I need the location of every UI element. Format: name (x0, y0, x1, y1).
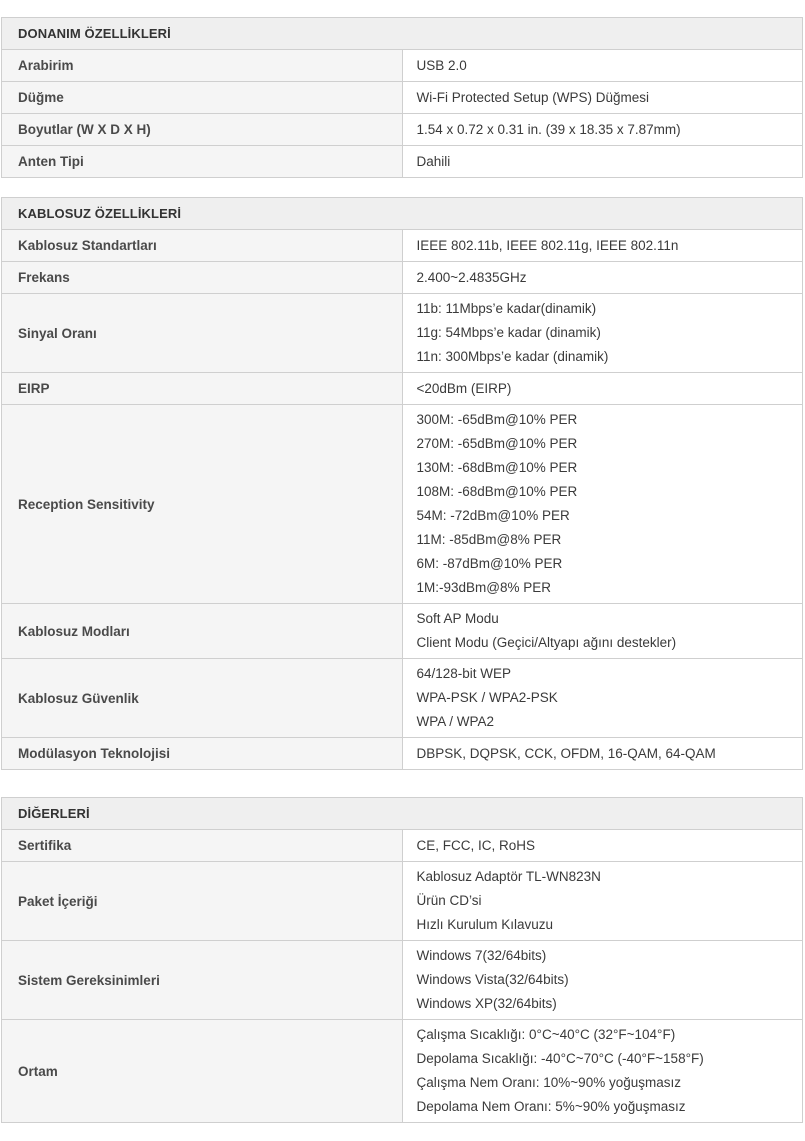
spec-value-line: 64/128-bit WEP (416, 666, 512, 681)
spec-label: Anten Tipi (2, 146, 403, 178)
table-row (2, 862, 803, 941)
spec-label: Frekans (2, 262, 403, 294)
spec-value (402, 50, 803, 82)
spec-value-line: Ürün CD’si (416, 893, 482, 908)
wireless-spec-table (1, 197, 803, 770)
spec-value (402, 405, 803, 604)
spec-value (402, 659, 803, 738)
spec-value-line: Çalışma Nem Oranı: 10%~90% yoğuşmasız (416, 1075, 681, 1090)
spec-value-line: 108M: -68dBm@10% PER (416, 484, 578, 499)
spec-value-line: WPA-PSK / WPA2-PSK (416, 690, 558, 705)
spec-value (402, 82, 803, 114)
spec-label: Kablosuz Güvenlik (2, 659, 403, 738)
spec-value-line: Depolama Sıcaklığı: -40°C~70°C (-40°F~158°F) (416, 1051, 704, 1066)
spec-value-line: Dahili (416, 153, 451, 169)
table-row (2, 830, 803, 862)
section-title-hardware: DONANIM ÖZELLİKLERİ (2, 18, 803, 50)
table-row (2, 604, 803, 659)
table-row (2, 1020, 803, 1123)
spec-value (402, 738, 803, 770)
spec-value (402, 830, 803, 862)
table-row (2, 659, 803, 738)
other-spec-table (1, 797, 803, 1123)
spec-label: Kablosuz Standartları (2, 230, 403, 262)
spec-label: Sinyal Oranı (2, 294, 403, 373)
table-row (2, 738, 803, 770)
spec-label: Reception Sensitivity (2, 405, 403, 604)
spec-value (402, 146, 803, 178)
spec-value-line: CE, FCC, IC, RoHS (416, 837, 536, 853)
table-row (2, 262, 803, 294)
spec-value-line: 300M: -65dBm@10% PER (416, 412, 578, 427)
spec-value (402, 114, 803, 146)
spec-label: EIRP (2, 373, 403, 405)
spec-value (402, 262, 803, 294)
spec-label: Sertifika (2, 830, 403, 862)
spec-value-line: 54M: -72dBm@10% PER (416, 508, 570, 523)
spec-value-line: 11M: -85dBm@8% PER (416, 532, 562, 547)
spec-value-line: DBPSK, DQPSK, CCK, OFDM, 16-QAM, 64-QAM (416, 745, 716, 761)
spec-value-line: Soft AP Modu (416, 611, 499, 626)
spec-value-line: 11b: 11Mbps’e kadar(dinamik) (416, 301, 597, 316)
spec-label: Kablosuz Modları (2, 604, 403, 659)
spec-value-line: Depolama Nem Oranı: 5%~90% yoğuşmasız (416, 1099, 686, 1114)
spec-label: Boyutlar (W X D X H) (2, 114, 403, 146)
table-row (2, 114, 803, 146)
table-row (2, 294, 803, 373)
spec-value (402, 941, 803, 1020)
spec-value-line: 6M: -87dBm@10% PER (416, 556, 563, 571)
spec-value-line: 1.54 x 0.72 x 0.31 in. (39 x 18.35 x 7.87mm) (416, 121, 681, 137)
spec-label: Arabirim (2, 50, 403, 82)
spec-value (402, 604, 803, 659)
spec-label: Sistem Gereksinimleri (2, 941, 403, 1020)
table-row (2, 82, 803, 114)
table-row (2, 50, 803, 82)
table-row (2, 941, 803, 1020)
spec-value-line: WPA / WPA2 (416, 714, 495, 729)
spec-label: Paket İçeriği (2, 862, 403, 941)
spec-value-line: USB 2.0 (416, 57, 467, 73)
spec-value-line: Hızlı Kurulum Kılavuzu (416, 917, 554, 932)
section-title-other: DİĞERLERİ (2, 798, 803, 830)
table-row (2, 405, 803, 604)
spec-value-line: Wi-Fi Protected Setup (WPS) Düğmesi (416, 89, 650, 105)
spec-value (402, 373, 803, 405)
spec-value (402, 294, 803, 373)
spec-value-line: Çalışma Sıcaklığı: 0°C~40°C (32°F~104°F) (416, 1027, 676, 1042)
spec-label: Modülasyon Teknolojisi (2, 738, 403, 770)
table-row (2, 230, 803, 262)
spec-value-line: Client Modu (Geçici/Altyapı ağını destekler) (416, 635, 677, 650)
spec-value-line: <20dBm (EIRP) (416, 380, 512, 396)
spec-value (402, 862, 803, 941)
spec-value-line: Windows 7(32/64bits) (416, 948, 547, 963)
spec-value-line: 2.400~2.4835GHz (416, 269, 527, 285)
spec-value-line: 270M: -65dBm@10% PER (416, 436, 578, 451)
section-title-wireless: KABLOSUZ ÖZELLİKLERİ (2, 198, 803, 230)
spec-value-line: Kablosuz Adaptör TL-WN823N (416, 869, 601, 884)
spec-value-line: Windows XP(32/64bits) (416, 996, 557, 1011)
table-row (2, 373, 803, 405)
spec-value-line: 1M:-93dBm@8% PER (416, 580, 551, 595)
spec-value-line: 130M: -68dBm@10% PER (416, 460, 578, 475)
spec-value-line: 11n: 300Mbps’e kadar (dinamik) (416, 349, 609, 364)
spec-value (402, 230, 803, 262)
spec-label: Düğme (2, 82, 403, 114)
table-row (2, 146, 803, 178)
hardware-spec-table (1, 17, 803, 178)
spec-value (402, 1020, 803, 1123)
spec-value-line: IEEE 802.11b, IEEE 802.11g, IEEE 802.11n (416, 237, 679, 253)
spec-value-line: 11g: 54Mbps’e kadar (dinamik) (416, 325, 601, 340)
spec-label: Ortam (2, 1020, 403, 1123)
spec-value-line: Windows Vista(32/64bits) (416, 972, 569, 987)
